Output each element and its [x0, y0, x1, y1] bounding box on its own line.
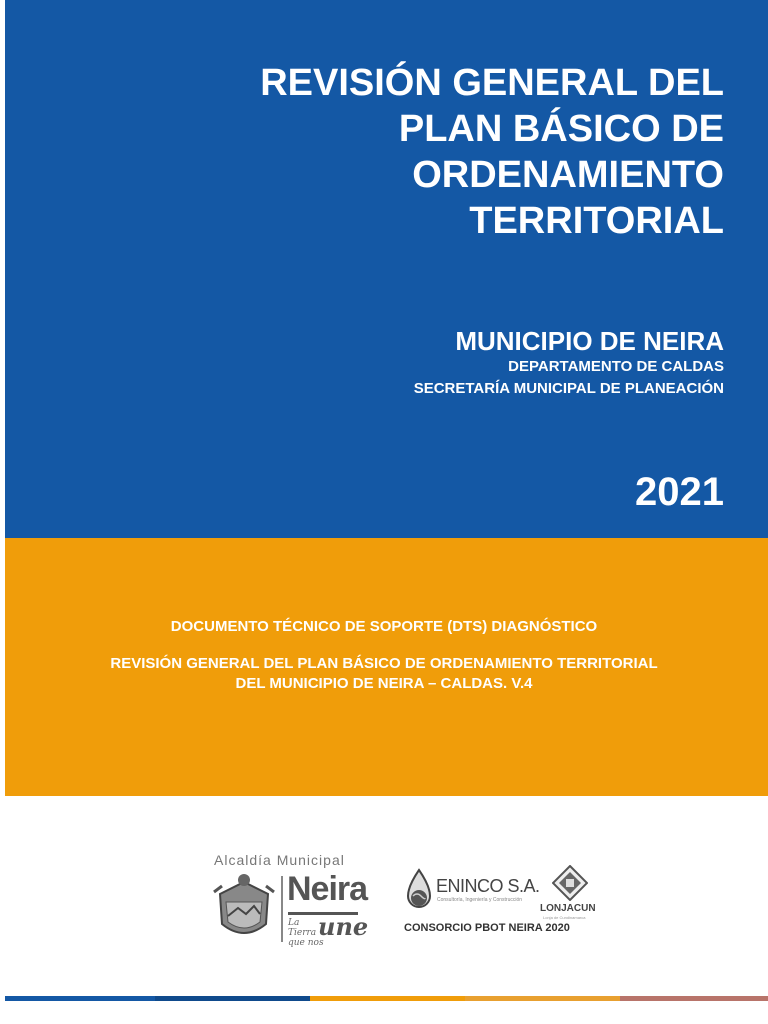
secretaria-line: SECRETARÍA MUNICIPAL DE PLANEACIÓN	[413, 380, 724, 397]
tagline-small: La Tierra que nos	[288, 918, 324, 948]
tagline-script: une	[318, 912, 369, 941]
title-line: TERRITORIAL	[469, 200, 724, 242]
logo-footer	[5, 796, 768, 996]
globe-drop-icon	[404, 868, 434, 912]
lonjacun-subtitle: Lonja de Cundinamarca	[543, 915, 586, 920]
alcaldia-header: Alcaldía Municipal	[214, 852, 345, 868]
lonjacun-name: LONJACUN	[540, 903, 596, 914]
consorcio-label: CONSORCIO PBOT NEIRA 2020	[404, 922, 570, 934]
bottom-stripe-segment	[310, 996, 465, 1001]
bottom-stripe-segment	[155, 996, 310, 1001]
eninco-name: ENINCO S.A.	[436, 876, 540, 896]
cover-title	[124, 60, 724, 244]
crest-icon	[212, 872, 276, 944]
document-title-line: DEL MUNICIPIO DE NEIRA – CALDAS. V.4	[235, 675, 533, 692]
eninco-subtitle: Consultoría, Ingeniería y Construcción	[437, 897, 523, 903]
document-title-line: REVISIÓN GENERAL DEL PLAN BÁSICO DE ORDENAMIENTO TERRITORIAL	[110, 655, 658, 672]
neira-wordmark: Neira	[287, 870, 368, 908]
year-label: 2021	[635, 470, 724, 514]
bottom-stripe-segment	[620, 996, 768, 1001]
diamond-emblem-icon	[552, 865, 588, 901]
departamento-line: DEPARTAMENTO DE CALDAS	[508, 358, 724, 375]
document-type: DOCUMENTO TÉCNICO DE SOPORTE (DTS) DIAGNÓSTICO	[170, 618, 598, 635]
municipio-heading: MUNICIPIO DE NEIRA	[455, 326, 724, 356]
title-line: PLAN BÁSICO DE	[398, 108, 724, 150]
bottom-stripe-segment	[5, 996, 155, 1001]
title-line: REVISIÓN GENERAL DEL	[260, 62, 724, 104]
bottom-stripe-segment	[465, 996, 620, 1001]
title-line: ORDENAMIENTO	[412, 154, 724, 196]
logo-divider	[281, 876, 283, 942]
